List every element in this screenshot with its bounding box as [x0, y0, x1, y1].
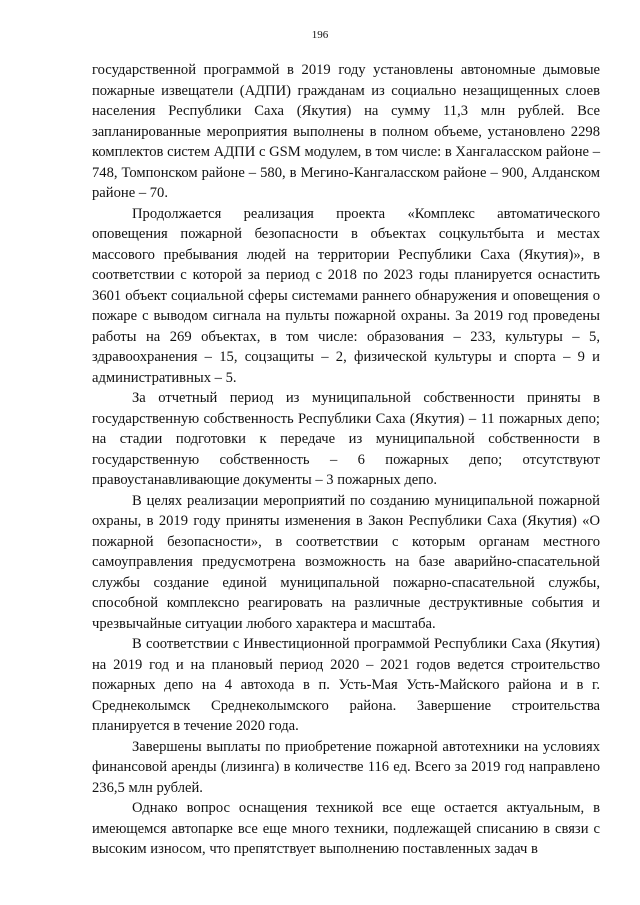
document-body [92, 60, 600, 860]
paragraph-municipal-property-transfer: За отчетный период из муниципальной собственности приняты в государственную собственность Республики Саха (Якутия) – 11 пожарных депо; на стадии подготовки к передаче из муниципальной собственности в государственную собственность – 6 пожарных депо; отсутствуют правоустанавливающие документы – 3 пожарных депо. [92, 390, 600, 488]
paragraph-fire-alert-project: Продолжается реализация проекта «Комплекс автоматического оповещения пожарной безопасности в объектах соцкультбыта и местах массового пребывания людей на территории Республики Саха (Якутия)», в соответствии с которой за период с 2018 по 2023 годы планируется оснастить 3601 объект социальной сферы системами раннего обнаружения и оповещения о пожаре с выводом сигнала на пульты пожарной охраны. За 2019 год проведены работы на 269 объектах, в том числе: образования – 233, культуры – 5, здравоохранения – 15, соцзащиты – 2, физической культуры и спорта – 9 и административных – 5. [92, 205, 600, 386]
paragraph-investment-program: В соответствии с Инвестиционной программой Республики Саха (Якутия) на 2019 год и на плановый период 2020 – 2021 годов ведется строительство пожарных депо на 4 автохода в п. Усть-Мая Усть-Майского района и в г. Среднеколымск Среднеколымского района. Завершение строительства планируется в течение 2020 года. [92, 636, 600, 734]
page-number: 196 [311, 29, 329, 41]
paragraph-continuation: государственной программой в 2019 году установлены автономные дымовые пожарные извещатели (АДПИ) гражданам из социально незащищенных слоев населения Республики Саха (Якутия) на сумму 11,3 млн рублей. Все запланированные мероприятия выполнены в полном объеме, установлено 2298 комплектов систем АДПИ с GSM модулем, в том числе: в Хангаласском районе – 748, Томпонском районе – 580, в Мегино-Кангаласском районе – 900, Алданском районе – 70. [92, 62, 600, 201]
paragraph-equipment-issue: Однако вопрос оснащения техникой все еще остается актуальным, в имеющемся автопарке все еще много техники, подлежащей списанию в связи с высоким износом, что препятствует выполнению поставленных задач в [92, 800, 600, 857]
paragraph-municipal-fire-service: В целях реализации мероприятий по созданию муниципальной пожарной охраны, в 2019 году приняты изменения в Закон Республики Саха (Якутия) «О пожарной безопасности», в соответствии с которым органам местного самоуправления предусмотрена возможность на базе аварийно-спасательной службы создание единой муниципальной пожарно-спасательной службы, способной комплексно реагировать на различные деструктивные события и чрезвычайные ситуации любого характера и масштаба. [92, 492, 600, 632]
paragraph-leasing-payments: Завершены выплаты по приобретение пожарной автотехники на условиях финансовой аренды (лизинга) в количестве 116 ед. Всего за 2019 год направлено 236,5 млн рублей. [92, 738, 600, 796]
